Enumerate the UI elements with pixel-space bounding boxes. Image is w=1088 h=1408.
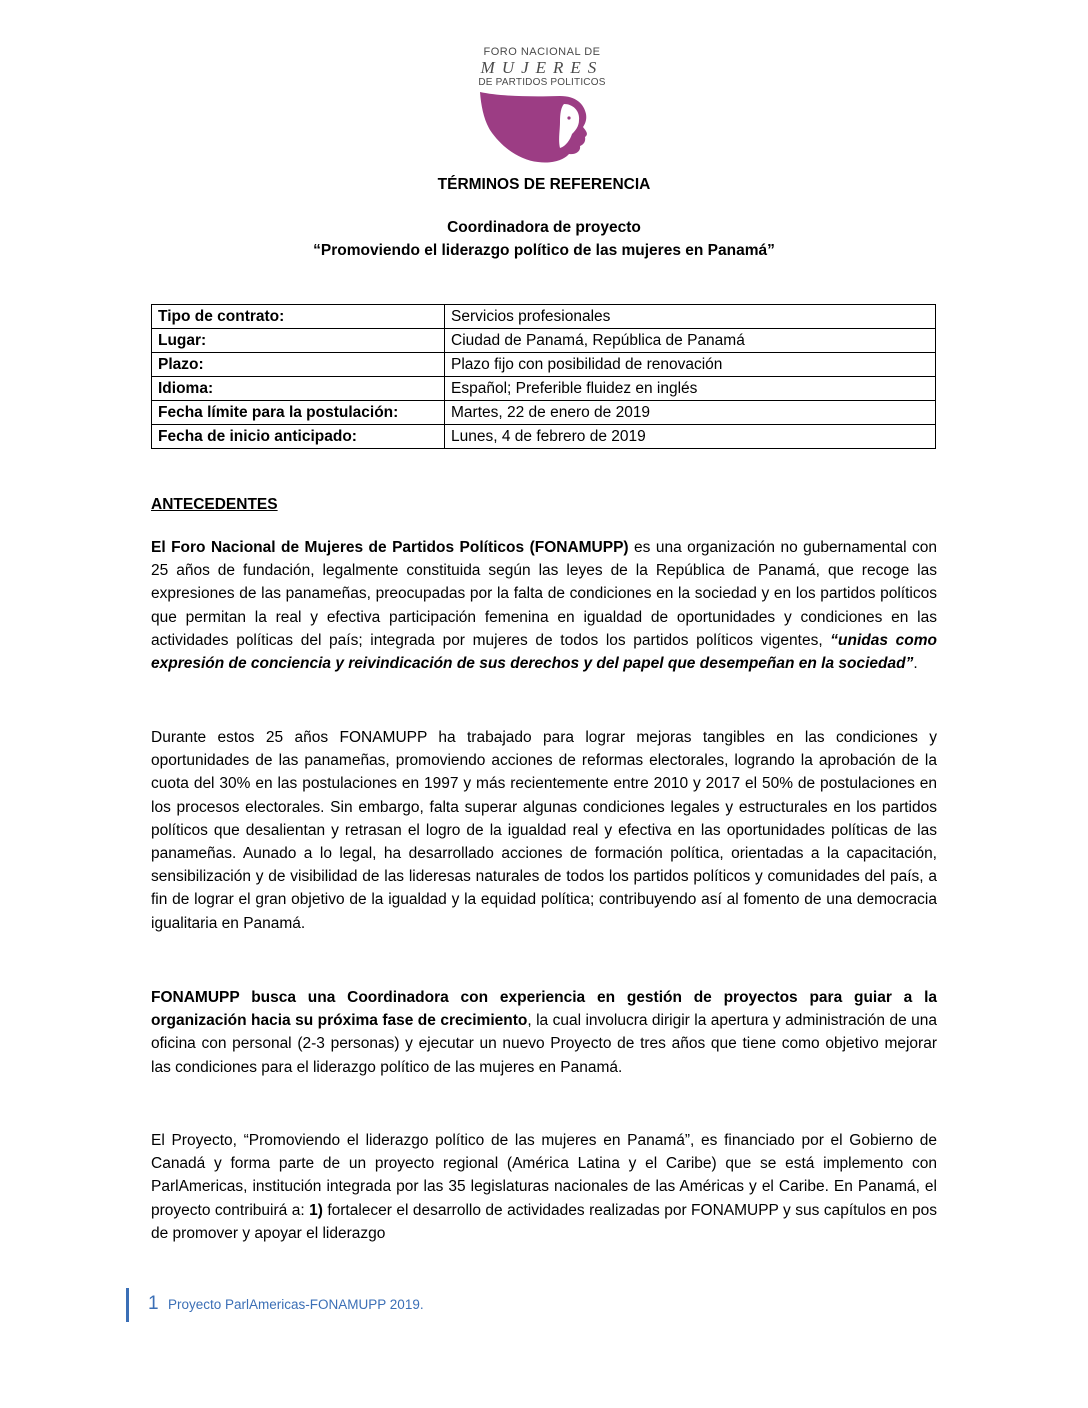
- table-row: [152, 425, 936, 449]
- paragraph-4-bold: 1): [309, 1201, 323, 1219]
- table-label: Plazo:: [152, 353, 445, 377]
- paragraph-3-bold: FONAMUPP busca una Coordinadora con experiencia en gestión de proyectos para guiar a la organización hacia su próxima fase de crecimiento: [151, 989, 937, 1030]
- logo-line-2: MUJERES: [480, 58, 604, 77]
- table-label: Fecha de inicio anticipado:: [152, 425, 445, 449]
- paragraph-1-end: .: [913, 655, 918, 673]
- footer-bar: [126, 1288, 129, 1322]
- document-title: TÉRMINOS DE REFERENCIA: [437, 176, 651, 193]
- terms-table: [151, 304, 936, 449]
- table-row: [152, 329, 936, 353]
- table-value: Ciudad de Panamá, República de Panamá: [445, 329, 936, 353]
- paragraph-3: [151, 986, 937, 1079]
- paragraph-4-text: El Proyecto, “Promoviendo el liderazgo político de las mujeres en Panamá”, es financiado por el Gobierno de Canadá y forma parte de un proyecto regional (América Latina y el Caribe) que se está implemento con ParlAmericas, institución integrada por las 35 legislaturas nacionales de las Américas y el Caribe. En Panamá, el proyecto contribuirá a:: [151, 1132, 937, 1219]
- document-subtitle-project: “Promoviendo el liderazgo político de las mujeres en Panamá”: [313, 242, 775, 259]
- paragraph-1-text: es una organización no gubernamental con 25 años de fundación, legalmente constituida según las leyes de la República de Panamá, que recoge las expresiones de las panameñas, preocupadas por la falta de condiciones en la sociedad y en los partidos políticos que permitan la real y efectiva participación femenina en igualdad de oportunidades y condiciones en las actividades políticas del país; integrada por mujeres de todos los partidos políticos vigentes,: [151, 539, 937, 649]
- table-row: [152, 305, 936, 329]
- paragraph-1-bold: El Foro Nacional de Mujeres de Partidos Políticos (FONAMUPP): [151, 539, 629, 556]
- table-label: Lugar:: [152, 329, 445, 353]
- table-row: [152, 353, 936, 377]
- table-label: Tipo de contrato:: [152, 305, 445, 329]
- paragraph-3-text: , la cual involucra dirigir la apertura y administración de una oficina con personal (2-3 personas) y ejecutar un nuevo Proyecto de tres años que tiene como objetivo mejorar las condiciones para el liderazgo político de las mujeres en Panamá.: [151, 1012, 937, 1076]
- document-subtitle-role: Coordinadora de proyecto: [447, 219, 641, 236]
- logo-line-1: FORO NACIONAL DE: [483, 46, 601, 58]
- table-row: [152, 377, 936, 401]
- paragraph-1: [151, 536, 937, 675]
- footer-text: Proyecto ParlAmericas-FONAMUPP 2019.: [168, 1297, 424, 1312]
- fonamupp-logo: [462, 44, 622, 164]
- table-value: Lunes, 4 de febrero de 2019: [445, 425, 936, 449]
- logo-line-3: DE PARTIDOS POLITICOS: [478, 77, 606, 88]
- table-row: [152, 401, 936, 425]
- table-label: Idioma:: [152, 377, 445, 401]
- page-number: 1: [148, 1293, 159, 1314]
- paragraph-1-quote: “unidas como expresión de conciencia y reivindicación de sus derechos y del papel que desempeñan en la sociedad”: [151, 631, 937, 673]
- paragraph-4: [151, 1129, 937, 1245]
- table-value: Servicios profesionales: [445, 305, 936, 329]
- page-footer: [126, 1288, 626, 1322]
- table-label: Fecha límite para la postulación:: [152, 401, 445, 425]
- table-value: Español; Preferible fluidez en inglés: [445, 377, 936, 401]
- table-value: Plazo fijo con posibilidad de renovación: [445, 353, 936, 377]
- table-value: Martes, 22 de enero de 2019: [445, 401, 936, 425]
- section-heading: ANTECEDENTES: [151, 496, 278, 513]
- paragraph-2: Durante estos 25 años FONAMUPP ha trabajado para lograr mejoras tangibles en las condiciones y oportunidades de las panameñas, promoviendo acciones de reformas electorales, logrando la aprobación de la cuota del 30% en las postulaciones en 1997 y más recientemente entre 2010 y 2017 el 50% de postulaciones en los procesos electorales. Sin embargo, falta superar algunas condiciones legales y estructurales en los partidos políticos que desalientan y retrasan el logro de la igualdad real y efectiva en las oportunidades políticas de las panameñas. Aunado a lo legal, ha desarrollado acciones de formación política, orientadas a la capacitación, sensibilización y de visibilidad de las lideresas naturales de todos los partidos políticos y comunidades del país, a fin de lograr el gran objetivo de la igualdad y la equidad política; contribuyendo así al fomento de una democracia igualitaria en Panamá.: [151, 729, 937, 932]
- paragraph-4-end: fortalecer el desarrollo de actividades realizadas por FONAMUPP y sus capítulos en pos de promover y apoyar el liderazgo: [151, 1201, 937, 1242]
- woman-profile-hair-icon: [476, 90, 608, 164]
